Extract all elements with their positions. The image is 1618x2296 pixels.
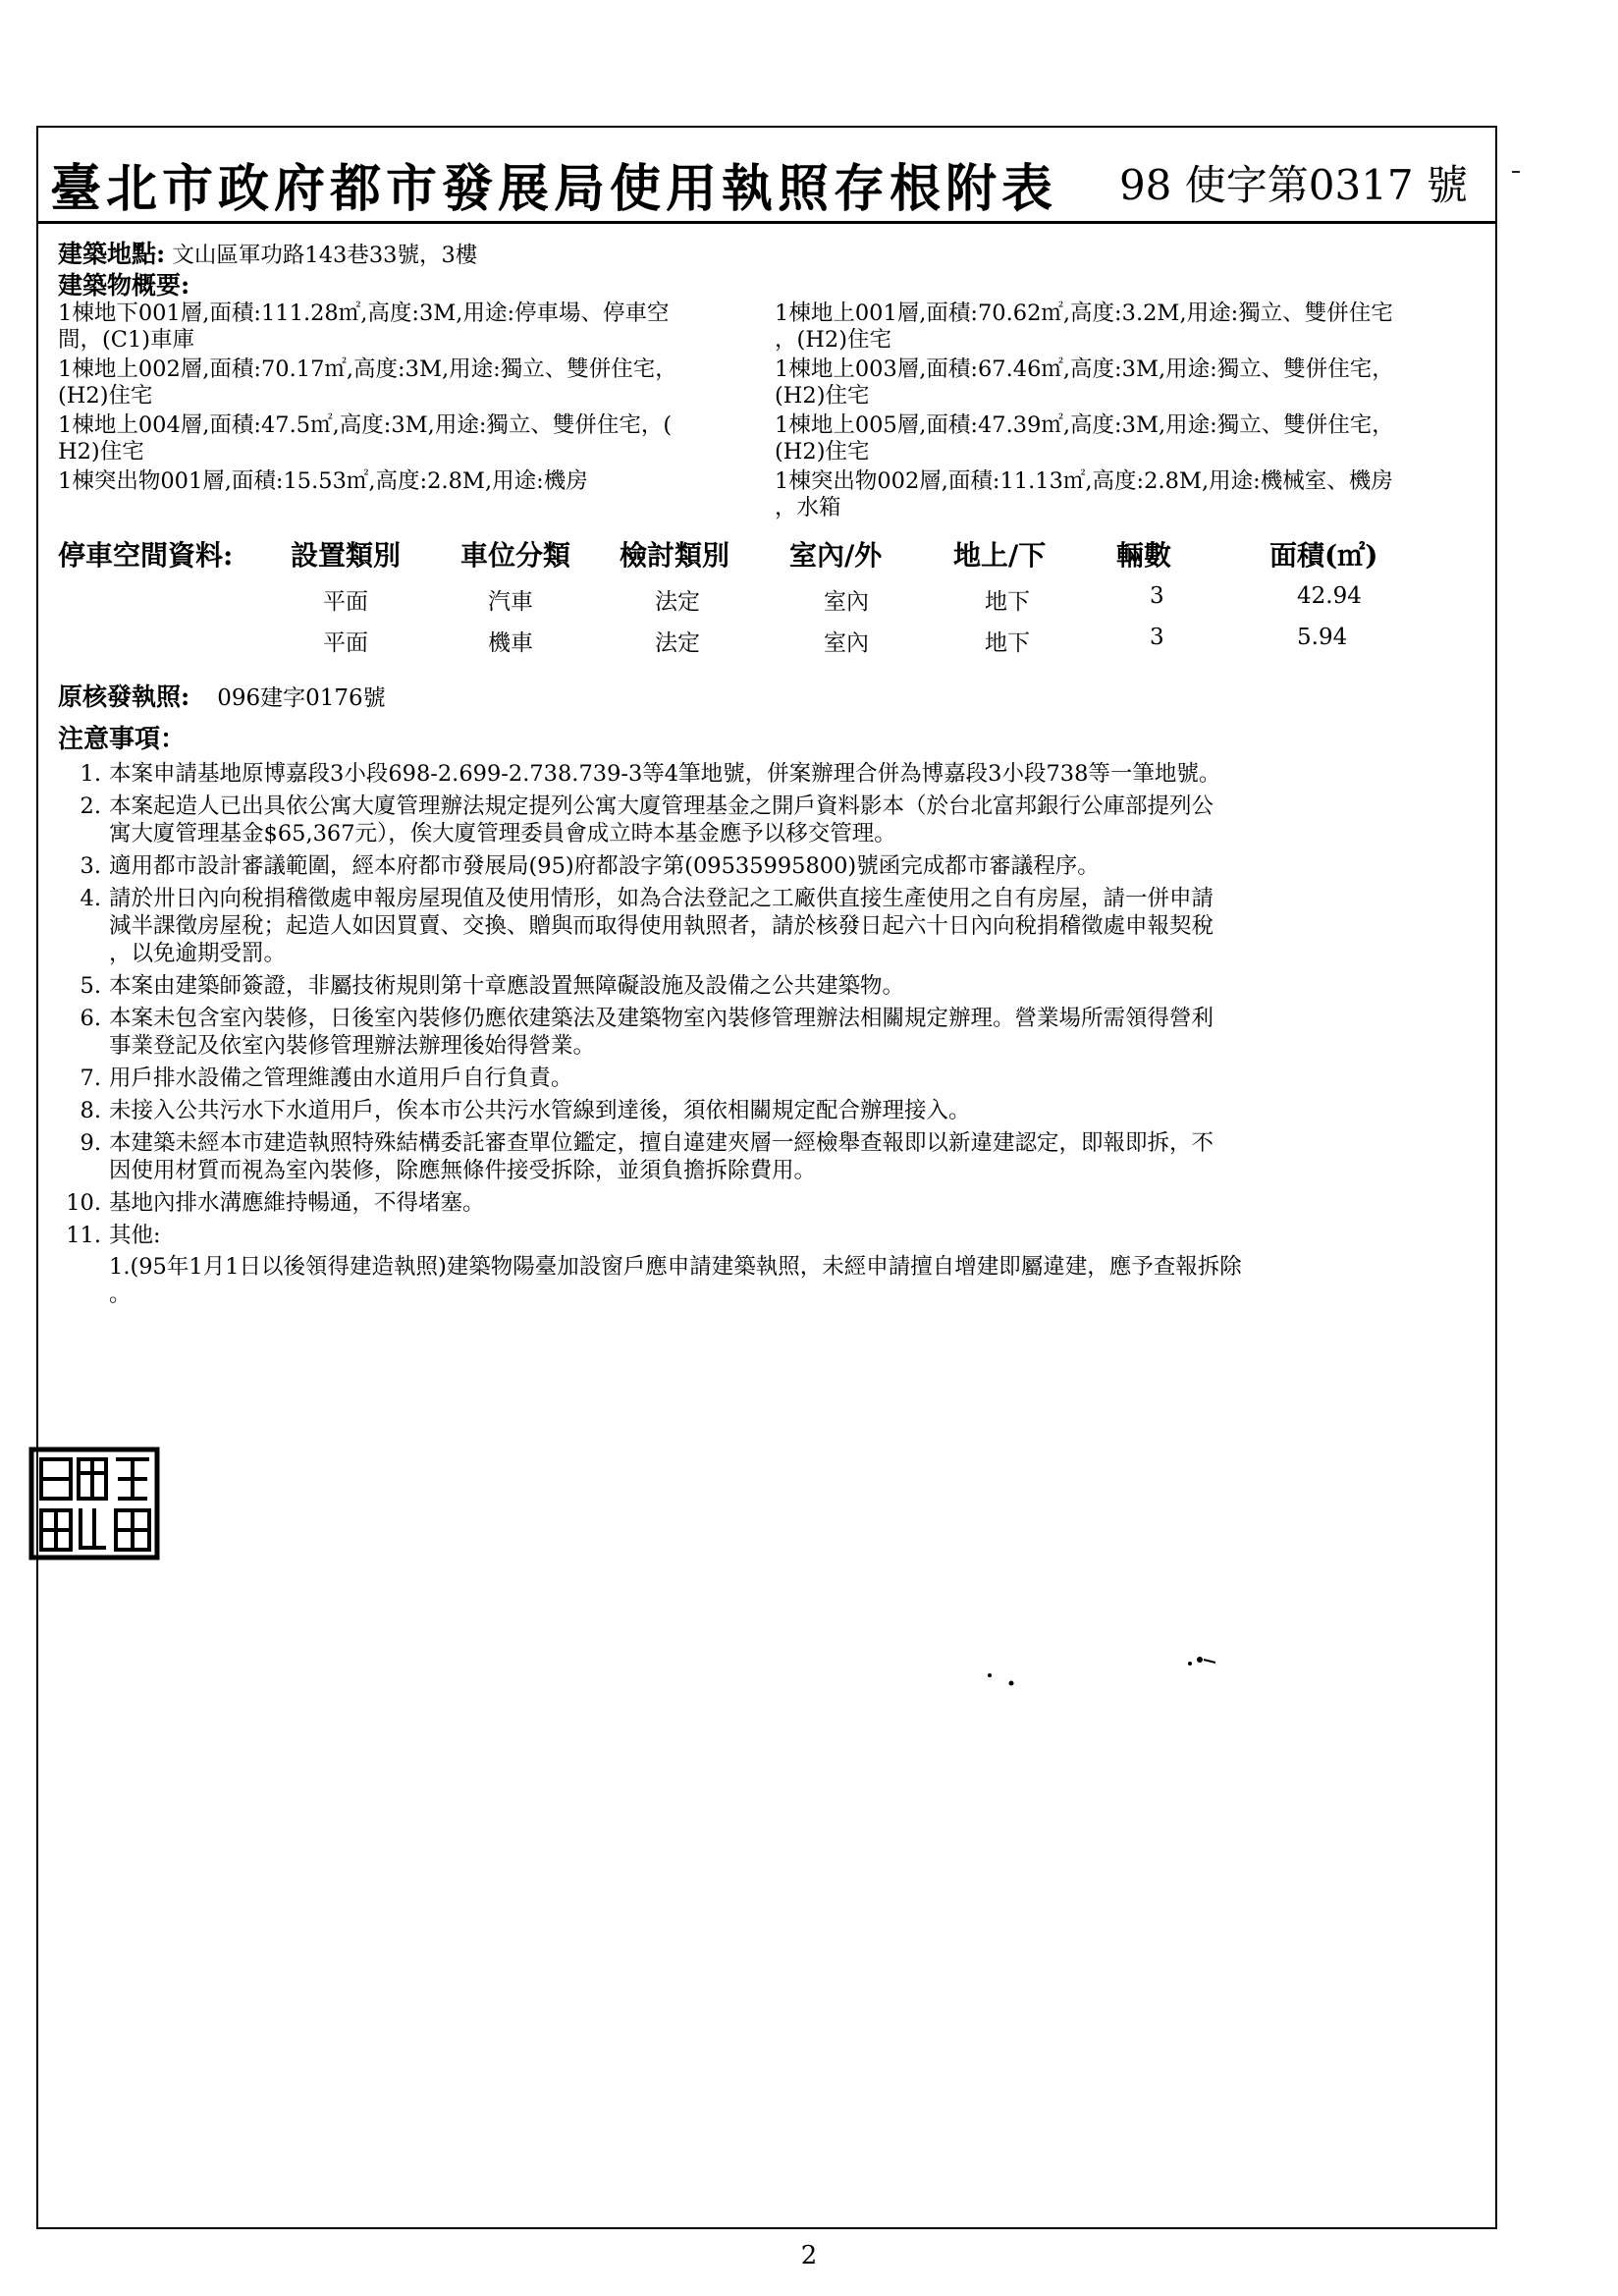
note-item	[58, 885, 1482, 967]
note-item	[58, 760, 1482, 788]
building-summary-label: 建築物概要:	[58, 271, 190, 300]
note-text: 用戶排水設備之管理維護由水道用戶自行負責。	[109, 1066, 573, 1091]
note-item	[58, 1189, 1482, 1217]
building-summary-item: 1棟地上003層,面積:67.46㎡,高度:3M,用途:獨立、雙併住宅， (H2)住宅	[775, 356, 1394, 409]
note-item	[58, 1222, 1482, 1249]
note-text: 本案未包含室內裝修，日後室內裝修仍應依建築法及建築物室內裝修管理辦法相關規定辦理。營業場所需領得營利 事業登記及依室內裝修管理辦法辦理後始得營業。	[109, 1006, 1214, 1059]
note-item	[58, 1005, 1482, 1060]
content	[58, 239, 1482, 1308]
original-permit-line	[58, 678, 1482, 713]
parking-cell: 平面	[323, 589, 368, 615]
building-summary-item: 1棟突出物001層,面積:15.53㎡,高度:2.8M,用途:機房	[58, 468, 588, 494]
parking-header: 車位分類	[460, 539, 571, 572]
original-permit-value: 096建字0176號	[217, 685, 386, 711]
parking-header: 檢討類別	[620, 539, 730, 572]
scan-specks	[972, 1654, 1247, 1693]
parking-cell: 法定	[655, 630, 700, 656]
note-number: 5.	[80, 973, 101, 999]
note-number: 2.	[80, 793, 101, 819]
note-item	[58, 972, 1482, 1000]
note-item	[58, 793, 1482, 847]
title-bar	[38, 128, 1495, 224]
note-text: 未接入公共污水下水道用戶，俟本市公共污水管線到達後，須依相關規定配合辦理接入。	[109, 1098, 971, 1123]
permit-number: 98 使字第0317 號	[1118, 161, 1468, 209]
parking-cell: 機車	[488, 630, 533, 656]
parking-header: 室內/外	[789, 539, 883, 572]
note-number: 7.	[80, 1066, 101, 1091]
note-text: 本建築未經本市建造執照特殊結構委託審查單位鑑定，擅自違建夾層一經檢舉查報即以新違建認定，即報即拆，不 因使用材質而視為室內裝修，除應無條件接受拆除，並須負擔拆除費用。	[109, 1130, 1214, 1183]
note-item	[58, 852, 1482, 880]
document-frame	[36, 126, 1497, 2229]
parking-header: 設置類別	[291, 539, 402, 572]
note-text: 適用都市設計審議範圍，經本府都市發展局(95)府都設字第(09535995800)號函完成都市審議程序。	[109, 853, 1100, 879]
margin-mark	[1512, 171, 1520, 173]
parking-header: 面積(㎡)	[1269, 539, 1378, 572]
building-summary-item: 1棟突出物002層,面積:11.13㎡,高度:2.8M,用途:機械室、機房 ，水箱	[775, 468, 1393, 520]
note-number: 10.	[66, 1190, 101, 1216]
parking-cell: 42.94	[1297, 583, 1362, 609]
notes-title: 注意事項：	[58, 725, 187, 754]
note-text: 基地內排水溝應維持暢通，不得堵塞。	[109, 1190, 485, 1216]
note-number: 9.	[80, 1130, 101, 1156]
note-item	[58, 1129, 1482, 1184]
note-number: 8.	[80, 1098, 101, 1123]
parking-cell: 3	[1150, 625, 1164, 650]
building-summary-item: 1棟地上005層,面積:47.39㎡,高度:3M,用途:獨立、雙併住宅， (H2)住宅	[775, 412, 1394, 465]
parking-cell: 地下	[985, 589, 1030, 615]
building-summary-item: 1棟地上002層,面積:70.17㎡,高度:3M,用途:獨立、雙併住宅， (H2)住宅	[58, 356, 677, 409]
note-item	[58, 1097, 1482, 1124]
parking-cell: 法定	[655, 589, 700, 615]
note-number: 6.	[80, 1006, 101, 1031]
parking-header: 輛數	[1116, 539, 1172, 572]
building-summary-item: 1棟地上001層,面積:70.62㎡,高度:3.2M,用途:獨立、雙併住宅 ，(H2)住宅	[775, 301, 1393, 353]
note-text: 其他:	[109, 1223, 161, 1248]
address-line	[58, 239, 1482, 271]
original-permit-label: 原核發執照:	[58, 683, 190, 711]
parking-label: 停車空間資料:	[58, 539, 234, 572]
parking-cell: 室內	[824, 589, 869, 615]
parking-cell: 3	[1150, 583, 1164, 609]
parking-cell: 平面	[323, 630, 368, 656]
note-sub-item: 1.(95年1月1日以後領得建造執照)建築物陽臺加設窗戶應申請建築執照，未經申請擅自增建即屬違建，應予查報拆除 。	[109, 1254, 1242, 1307]
note-text: 本案申請基地原博嘉段3小段698-2.699-2.738.739-3等4筆地號，併案辦理合併為博嘉段3小段738等一筆地號。	[109, 761, 1221, 787]
page-number: 2	[800, 2241, 818, 2270]
parking-table	[58, 534, 1482, 672]
note-text: 本案起造人已出具依公寓大廈管理辦法規定提列公寓大廈管理基金之開戶資料影本（於台北富邦銀行公庫部提列公 寓大廈管理基金$65,367元），俟大廈管理委員會成立時本基金應予以移交管理。	[109, 793, 1214, 847]
parking-cell: 汽車	[488, 589, 533, 615]
address-label: 建築地點:	[58, 240, 166, 268]
note-number: 1.	[80, 761, 101, 787]
note-item	[58, 1065, 1482, 1092]
note-number: 4.	[80, 886, 101, 911]
note-number: 3.	[80, 853, 101, 879]
building-summary-item: 1棟地下001層,面積:111.28㎡,高度:3M,用途:停車場、停車空 間，(C1)車庫	[58, 301, 670, 353]
parking-cell: 室內	[824, 630, 869, 656]
note-number: 11.	[66, 1223, 101, 1248]
building-summary-item: 1棟地上004層,面積:47.5㎡,高度:3M,用途:獨立、雙併住宅，( H2)住宅	[58, 412, 673, 465]
parking-cell: 5.94	[1297, 625, 1348, 650]
parking-header: 地上/下	[953, 539, 1047, 572]
page-title: 臺北市政府都市發展局使用執照存根附表	[50, 159, 1058, 219]
building-summary-grid	[58, 301, 1482, 524]
address-value: 文山區軍功路143巷33號，3樓	[165, 243, 478, 268]
official-seal-icon	[27, 1446, 161, 1561]
note-text: 本案由建築師簽證，非屬技術規則第十章應設置無障礙設施及設備之公共建築物。	[109, 973, 905, 999]
parking-cell: 地下	[985, 630, 1030, 656]
note-text: 請於卅日內向稅捐稽徵處申報房屋現值及使用情形，如為合法登記之工廠供直接生產使用之自有房屋，請一併申請 減半課徵房屋稅；起造人如因買賣、交換、贈與而取得使用執照者，請於核發日起六十日內向稅捐稽徵處申報契稅 ，以免逾期受罰。	[109, 886, 1214, 966]
